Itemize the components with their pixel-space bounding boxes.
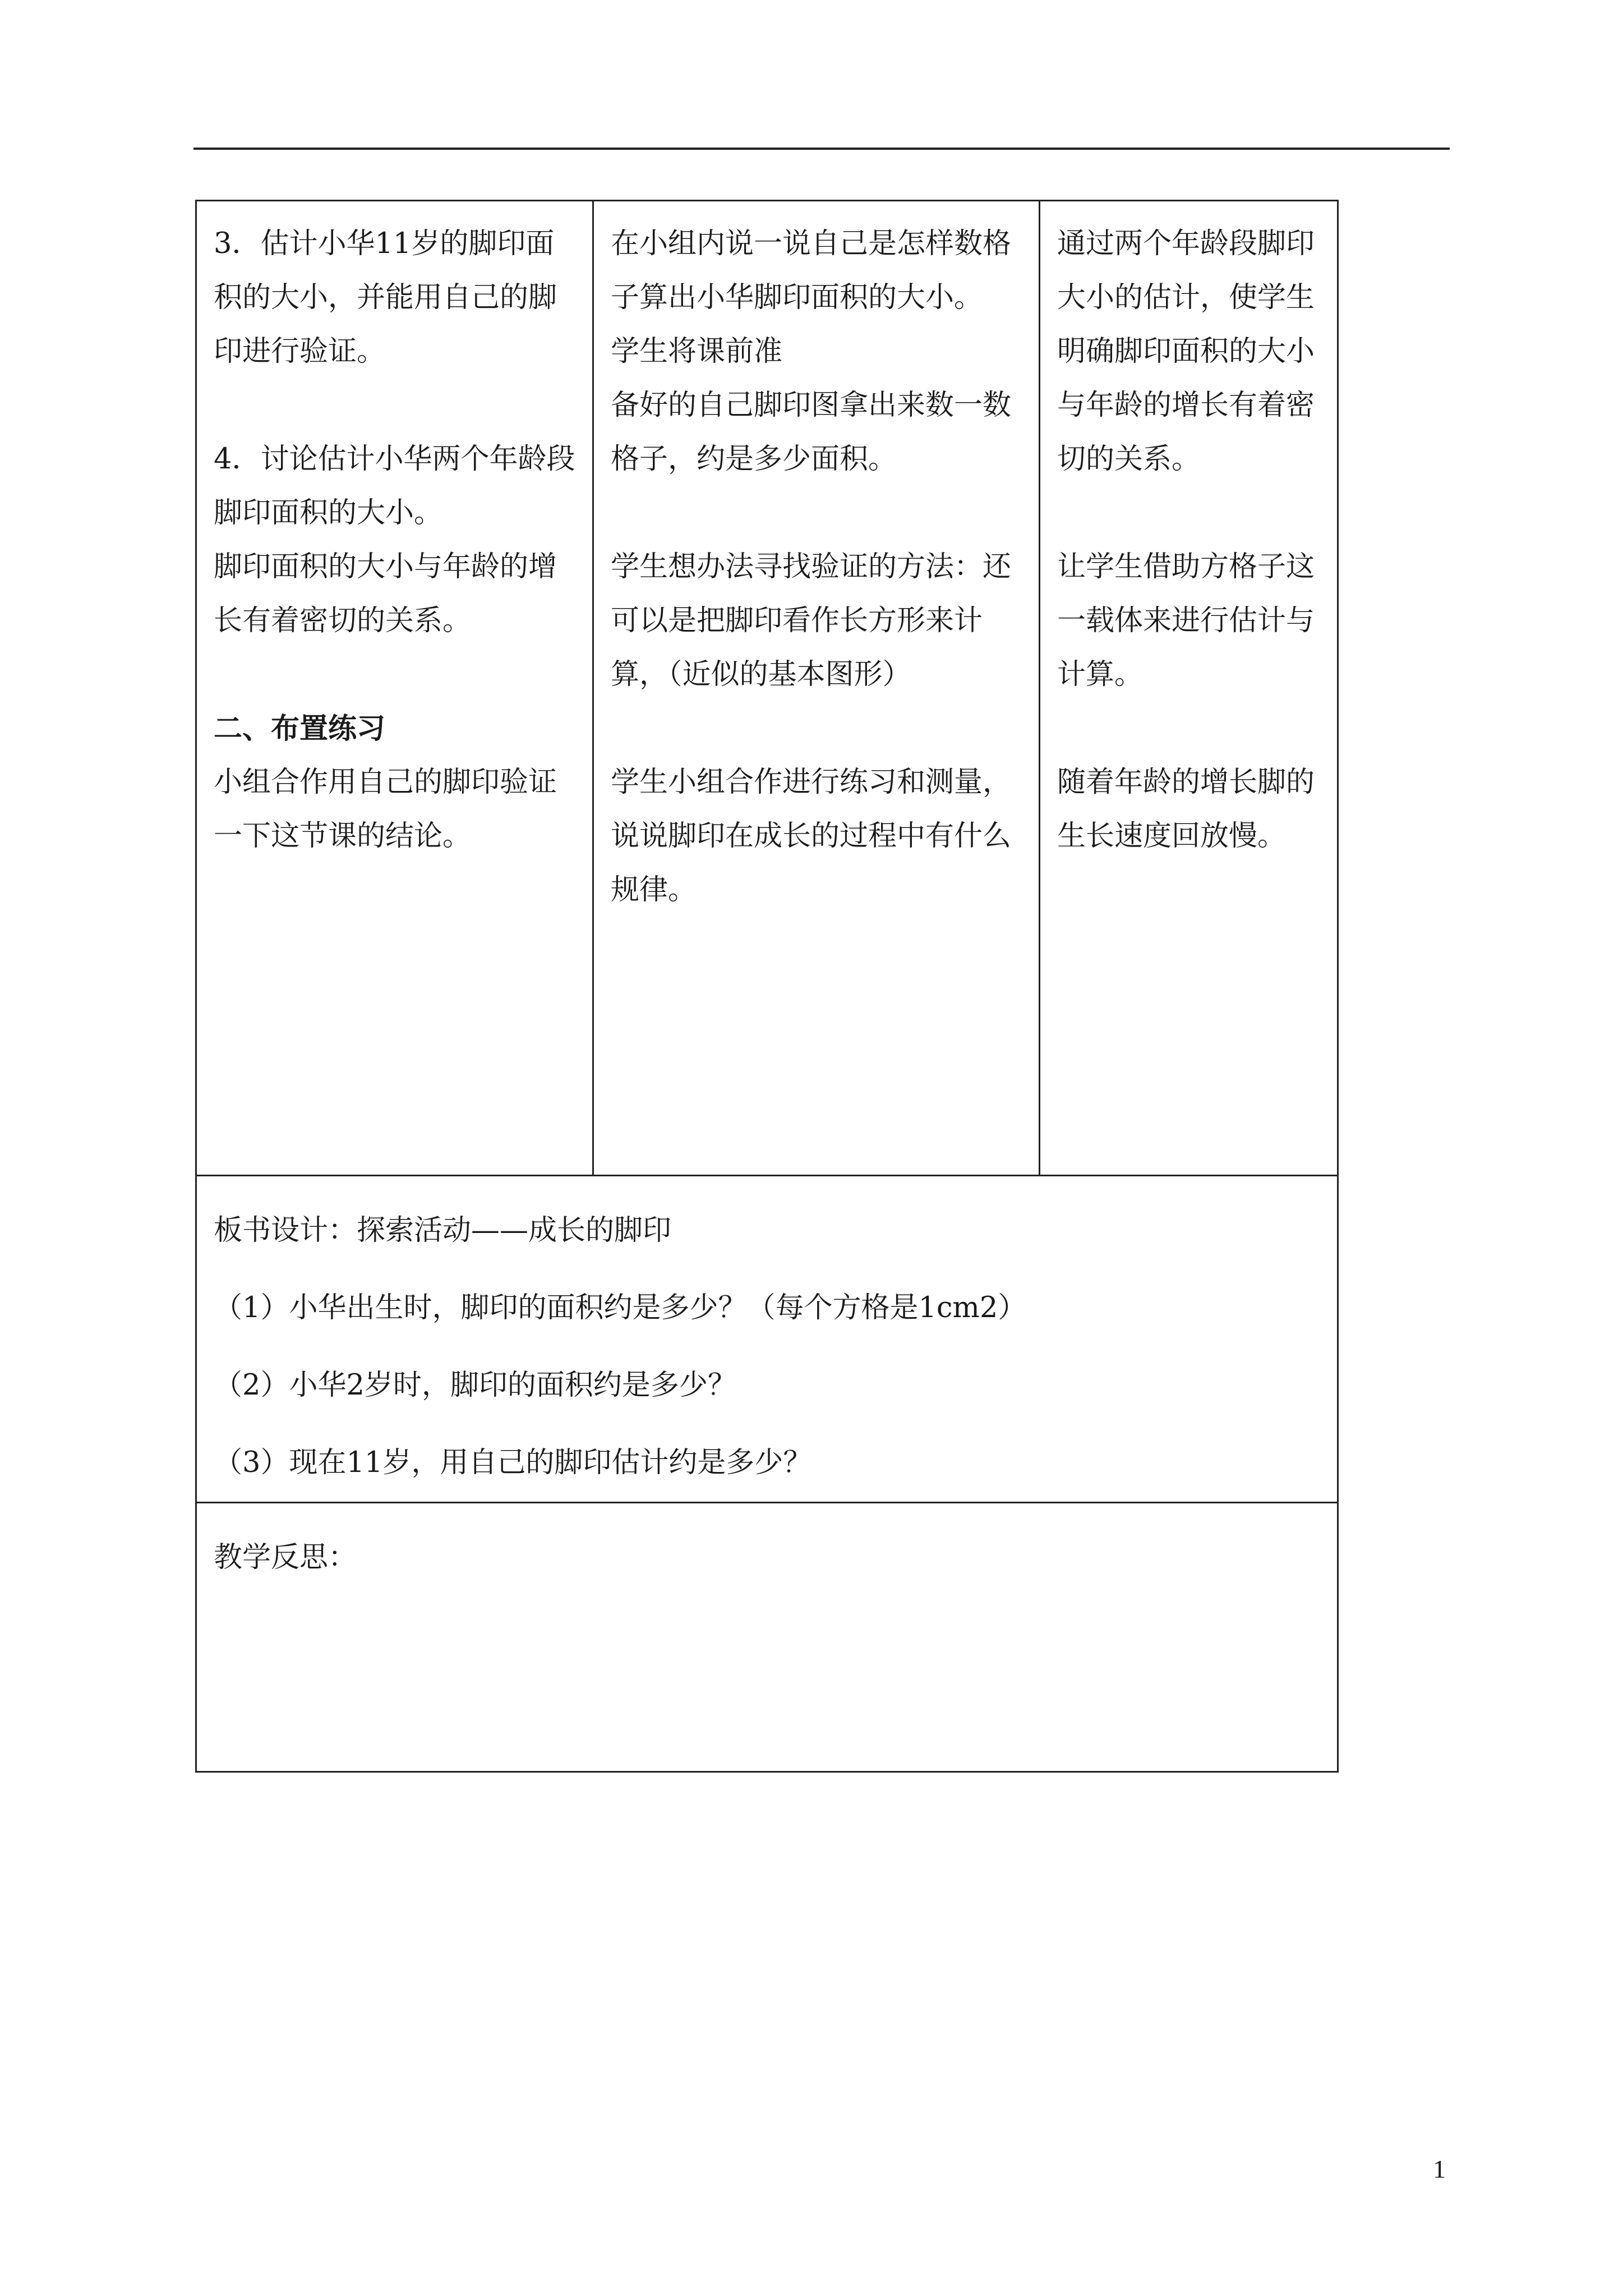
student-activity-p5: 学生小组合作进行练习和测量，说说脚印在成长的过程中有什么规律。 <box>611 766 1012 907</box>
design-intent-p2: 让学生借助方格子这一载体来进行估计与计算。 <box>1057 550 1315 691</box>
student-activity-p4: 学生想办法寻找验证的方法：还可以是把脚印看作长方形来计算，（近似的基本图形） <box>611 550 1012 691</box>
board-design-row <box>196 1176 1338 1503</box>
student-activity-cell <box>593 201 1040 1176</box>
student-activity-p1: 在小组内说一说自己是怎样数格子算出小华脚印面积的大小。 <box>611 227 1012 314</box>
reflection-row <box>196 1503 1338 1772</box>
section-2-body: 小组合作用自己的脚印验证一下这节课的结论。 <box>214 766 557 853</box>
board-question-1: （1）小华出生时，脚印的面积约是多少？（每个方格是1cm2） <box>214 1291 1027 1324</box>
design-intent-p3: 随着年龄的增长脚的生长速度回放慢。 <box>1057 766 1315 853</box>
board-design-cell <box>196 1176 1338 1503</box>
board-design-title: 板书设计：探索活动——成长的脚印 <box>214 1214 672 1247</box>
design-intent-p1: 通过两个年龄段脚印大小的估计，使学生明确脚印面积的大小与年龄的增长有着密切的关系。 <box>1057 227 1315 476</box>
item-4-body: 脚印面积的大小与年龄的增长有着密切的关系。 <box>214 550 557 637</box>
design-intent-cell <box>1040 201 1338 1176</box>
item-4-title: 4．讨论估计小华两个年龄段脚印面积的大小。 <box>214 443 575 530</box>
reflection-cell <box>196 1503 1338 1772</box>
board-question-3: （3）现在11岁，用自己的脚印估计约是多少？ <box>214 1446 812 1479</box>
student-activity-p2: 学生将课前准 <box>611 335 783 368</box>
page-number: 1 <box>1433 2155 1446 2183</box>
item-3-text: 3．估计小华11岁的脚印面积的大小，并能用自己的脚印进行验证。 <box>214 227 557 368</box>
header-rule <box>193 148 1450 150</box>
activities-row <box>196 201 1338 1176</box>
lesson-plan-table <box>195 200 1339 1773</box>
board-question-2: （2）小华2岁时，脚印的面积约是多少？ <box>214 1369 736 1402</box>
section-2-title: 二、布置练习 <box>214 712 386 746</box>
student-activity-p3: 备好的自己脚印图拿出来数一数格子，约是多少面积。 <box>611 389 1012 476</box>
reflection-title: 教学反思： <box>214 1541 357 1574</box>
teaching-content-cell <box>196 201 593 1176</box>
